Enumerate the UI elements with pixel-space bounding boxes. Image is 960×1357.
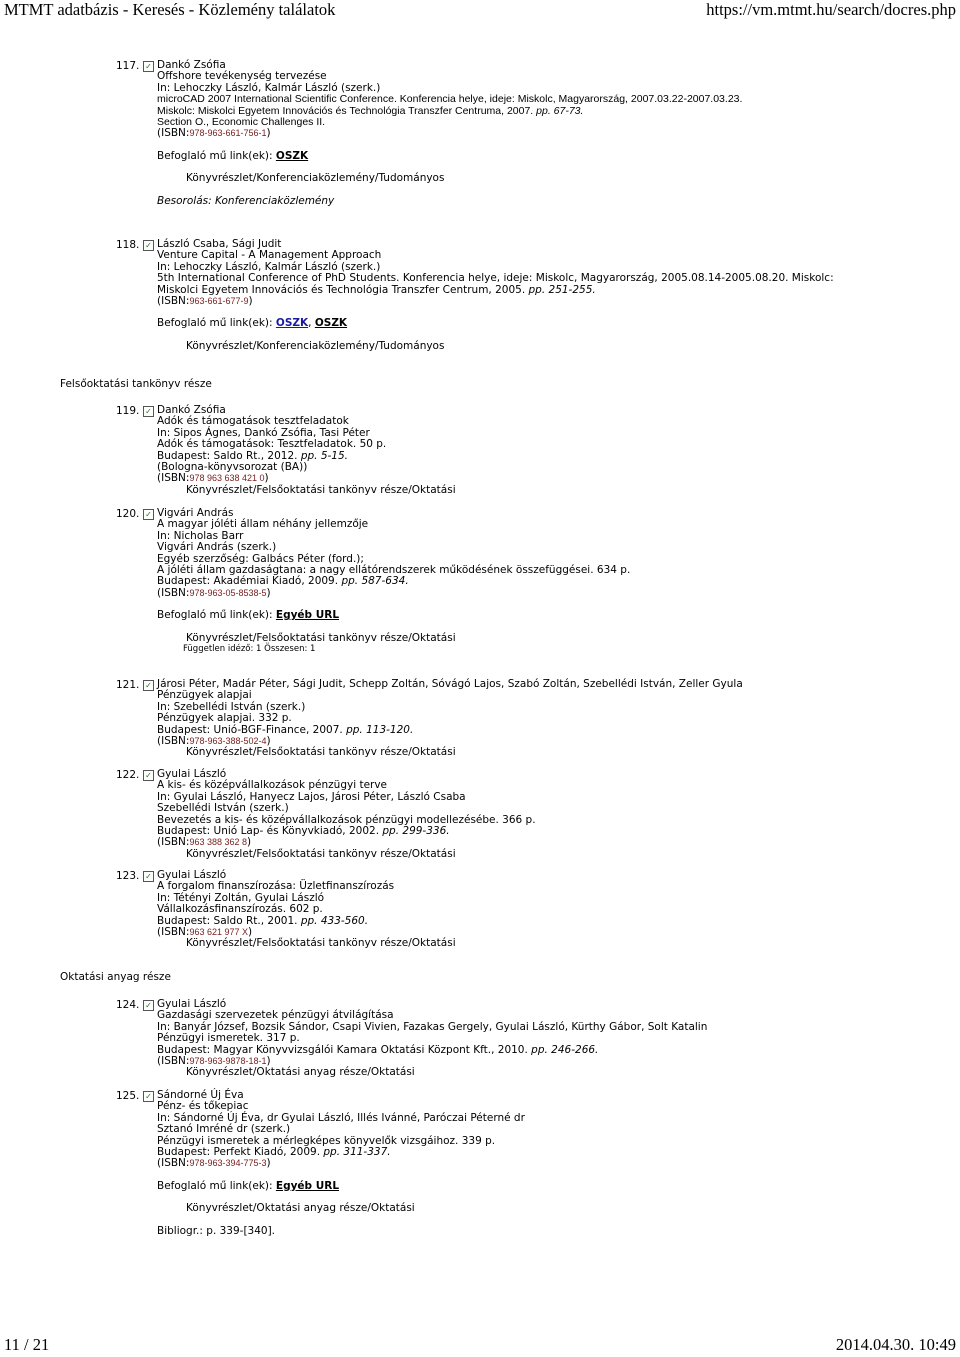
category: Könyvrészlet/Felsőoktatási tankönyv része/Oktatási (186, 847, 456, 860)
checkbox-icon[interactable]: ✓ (143, 61, 154, 72)
pages: pp. 67-73. (536, 104, 584, 117)
book: Vállalkozásfinanszírozás. 602 p. (157, 903, 323, 916)
entry-number: 121. (116, 679, 140, 691)
pages: pp. 587-634. (341, 575, 409, 588)
entry-number: 123. (116, 870, 140, 882)
link-label: Befoglaló mű link(ek): (157, 149, 273, 162)
authors: Gyulai László (157, 869, 227, 881)
oszk-link[interactable]: OSZK (275, 149, 309, 162)
pages: pp. 299-336. (382, 825, 450, 838)
isbn: 978 963 638 421 0 (189, 473, 265, 484)
publication-entry: 117. ✓ Dankó Zsófia Offshore tevékenység tervezése In: Lehoczky László, Kalmár László (szerk.) microCAD 2007 International Scientific Conference. Konferencia helye, ideje: Miskolc, Magyarország, 2007.03.22-2007.03.23. Miskolc: Miskolci Egyetem Innovációs és Technológia Transzfer Centruma, 2007. pp. 67-73. Section O., Economic Challenges II. (ISBN:978-963-661-756-1) Befoglaló mű link(ek): OSZK Könyvrészlet/Konferenciaközlemény/Tudományos Besorolás: Konferenciaközlemény (116, 60, 936, 207)
authors: Járosi Péter, Madár Péter, Sági Judit, Schepp Zoltán, Sóvágó Lajos, Szabó Zoltán, Szebellédi István, Zeller Gyula (157, 678, 743, 690)
page-url: https://vm.mtmt.hu/search/docres.php (706, 0, 956, 19)
publisher: Budapest: Saldo Rt., 2001. (157, 914, 298, 927)
editors: Vigvári András (szerk.) (157, 541, 277, 554)
publication-entry: 119. ✓ Dankó Zsófia Adók és támogatások tesztfeladatok In: Sipos Ágnes, Dankó Zsófia, Tasi Péter Adók és támogatások: Tesztfeladatok. 50 p. Budapest: Saldo Rt., 2012. pp. 5-15. (Bologna-könyvsorozat (BA)) (ISBN:978 963 638 421 0) Könyvrészlet/Felsőoktatási tankönyv része/Oktatási (116, 405, 936, 496)
entry-number: 124. (116, 999, 140, 1011)
link-label: Befoglaló mű link(ek): (157, 1179, 273, 1192)
category: Könyvrészlet/Felsőoktatási tankönyv része/Oktatási (186, 937, 456, 950)
isbn: 978-963-9878-18-1 (189, 1056, 267, 1067)
series: (Bologna-könyvsorozat (BA)) (157, 461, 308, 474)
pages: pp. 5-15. (300, 449, 349, 462)
pages: pp. 311-337. (323, 1146, 391, 1159)
in-author: In: Nicholas Barr (157, 529, 244, 542)
page-footer (0, 1335, 960, 1357)
category: Könyvrészlet/Oktatási anyag része/Oktatási (186, 1066, 415, 1079)
authors: Vigvári András (157, 507, 234, 519)
editors: In: Sipos Ágnes, Dankó Zsófia, Tasi Péter (157, 426, 370, 439)
book: A jóléti állam gazdaságtana: a nagy ellátórendszerek működésének összefüggései. 634 p. (157, 564, 631, 577)
page-title: MTMT adatbázis - Keresés - Közlemény találatok (4, 0, 336, 19)
bibliography: Bibliogr.: p. 339-[340]. (157, 1224, 276, 1237)
print-datetime: 2014.04.30. 10:49 (835, 1335, 956, 1354)
publisher: Miskolci Egyetem Innovációs és Technológia Transzfer Centrum, 2005. (157, 283, 526, 296)
publisher: Budapest: Perfekt Kiadó, 2009. (157, 1146, 321, 1159)
entry-number: 125. (116, 1090, 140, 1102)
checkbox-icon[interactable]: ✓ (143, 1091, 154, 1102)
in-authors: In: Tétényi Zoltán, Gyulai László (157, 891, 325, 904)
conference: 5th International Conference of PhD Students. Konferencia helye, ideje: Miskolc, Magyarország, 2005.08.14-2005.08.20. Miskolc: (157, 272, 834, 285)
publication-entry: 124. ✓ Gyulai László Gazdasági szervezetek pénzügyi átvilágítása In: Banyár József, Bozsik Sándor, Csapi Vivien, Fazakas Gergely, Gyulai László, Kürthy Gábor, Solt Katalin Pénzügyi ismeretek. 317 p. Budapest: Magyar Könyvvizsgálói Kamara Oktatási Központ Kft., 2010. pp. 246-266. (ISBN:978-963-9878-18-1) Könyvrészlet/Oktatási anyag része/Oktatási (116, 999, 936, 1079)
checkbox-icon[interactable]: ✓ (143, 680, 154, 691)
isbn: 963 388 362 8 (189, 837, 248, 848)
editors: Sztanó Imréné dr (szerk.) (157, 1123, 291, 1136)
link-label: Befoglaló mű link(ek): (157, 609, 273, 622)
title: Gazdasági szervezetek pénzügyi átvilágítása (157, 1009, 394, 1022)
publisher: Budapest: Akadémiai Kiadó, 2009. (157, 575, 339, 588)
book: Pénzügyek alapjai. 332 p. (157, 712, 292, 725)
publication-entry: 121. ✓ Járosi Péter, Madár Péter, Sági Judit, Schepp Zoltán, Sóvágó Lajos, Szabó Zoltán, Szebellédi István, Zeller Gyula Pénzügyek alapjai In: Szebellédi István (szerk.) Pénzügyek alapjai. 332 p. Budapest: Unió-BGF-Finance, 2007. pp. 113-120. (ISBN:978-963-388-502-4) Könyvrészlet/Felsőoktatási tankönyv része/Oktatási (116, 679, 936, 759)
title: Adók és támogatások tesztfeladatok (157, 415, 349, 428)
title: Pénzügyek alapjai (157, 689, 252, 702)
title: A kis- és középvállalkozások pénzügyi terve (157, 779, 388, 792)
pages: pp. 251-255. (528, 283, 596, 296)
publication-entry: 120. ✓ Vigvári András A magyar jóléti állam néhány jellemzője In: Nicholas Barr Vigvári András (szerk.) Egyéb szerzőség: Galbács Péter (ford.); A jóléti állam gazdaságtana: a nagy ellátórendszerek működésének összefüggései. 634 p. Budapest: Akadémiai Kiadó, 2009. pp. 587-634. (ISBN:978-963-05-8538-5) Befoglaló mű link(ek): Egyéb URL Könyvrészlet/Felsőoktatási tankönyv része/Oktatási Független idéző: 1 Összesen: 1 (116, 508, 936, 655)
publisher: Budapest: Unió Lap- és Könyvkiadó, 2002. (157, 825, 380, 838)
editors: Szebellédi István (szerk.) (157, 802, 289, 815)
entry-number: 117. (116, 60, 140, 72)
citation-count: Független idéző: 1 Összesen: 1 (183, 644, 316, 655)
publication-entry: 118. ✓ László Csaba, Sági Judit Venture Capital - A Management Approach In: Lehoczky László, Kalmár László (szerk.) 5th International Conference of PhD Students. Konferencia helye, ideje: Miskolc, Magyarország, 2005.08.14-2005.08.20. Miskolc: Miskolci Egyetem Innovációs és Technológia Transzfer Centrum, 2005. pp. 251-255. (ISBN:963-661-677-9) Befoglaló mű link(ek): OSZK, OSZK Könyvrészlet/Konferenciaközlemény/Tudományos (116, 239, 936, 352)
isbn: 978-963-05-8538-5 (189, 587, 267, 598)
isbn: 963 621 977 X (189, 927, 249, 938)
checkbox-icon[interactable]: ✓ (143, 240, 154, 251)
isbn: 978-963-388-502-4 (189, 736, 267, 747)
publisher: Budapest: Unió-BGF-Finance, 2007. (157, 723, 343, 736)
authors: Gyulai László (157, 998, 227, 1010)
entry-number: 120. (116, 508, 140, 520)
title: Offshore tevékenység tervezése (157, 70, 327, 83)
book: Pénzügyi ismeretek a mérlegképes könyvelők vizsgáihoz. 339 p. (157, 1134, 496, 1147)
publication-entry: 123. ✓ Gyulai László A forgalom finanszírozása: Üzletfinanszírozás In: Tétényi Zoltán, Gyulai László Vállalkozásfinanszírozás. 602 p. Budapest: Saldo Rt., 2001. pp. 433-560. (ISBN:963 621 977 X) Könyvrészlet/Felsőoktatási tankönyv része/Oktatási (116, 870, 936, 950)
conference: microCAD 2007 International Scientific Conference. Konferencia helye, ideje: Miskolc, Magyarország, 2007.03.22-2007.03.23. (157, 93, 743, 106)
book: Adók és támogatások: Tesztfeladatok. 50 p. (157, 438, 387, 451)
section-heading: Felsőoktatási tankönyv része (60, 378, 212, 390)
in-authors: In: Gyulai László, Hanyecz Lajos, Járosi Péter, László Csaba (157, 790, 466, 803)
publication-entry: 122. ✓ Gyulai László A kis- és középvállalkozások pénzügyi terve In: Gyulai László, Hanyecz Lajos, Járosi Péter, László Csaba Szebellédi István (szerk.) Bevezetés a kis- és középvállalkozások pénzügyi modellezésébe. 366 p. Budapest: Unió Lap- és Könyvkiadó, 2002. pp. 299-336. (ISBN:963 388 362 8) Könyvrészlet/Felsőoktatási tankönyv része/Oktatási (116, 769, 936, 860)
checkbox-icon[interactable]: ✓ (143, 871, 154, 882)
category: Könyvrészlet/Oktatási anyag része/Oktatási (186, 1202, 415, 1215)
entry-number: 122. (116, 769, 140, 781)
editors: In: Lehoczky László, Kalmár László (szerk.) (157, 260, 381, 273)
checkbox-icon[interactable]: ✓ (143, 770, 154, 781)
pages: pp. 246-266. (531, 1043, 599, 1056)
category: Könyvrészlet/Konferenciaközlemény/Tudományos (186, 339, 445, 352)
editors: In: Szebellédi István (szerk.) (157, 700, 306, 713)
checkbox-icon[interactable]: ✓ (143, 1000, 154, 1011)
isbn: 978-963-394-775-3 (189, 1158, 267, 1169)
section: Section O., Economic Challenges II. (157, 116, 326, 129)
checkbox-icon[interactable]: ✓ (143, 406, 154, 417)
in-authors: In: Sándorné Új Éva, dr Gyulai László, Illés Ivánné, Paróczai Péterné dr (157, 1111, 525, 1124)
page-number: 11 / 21 (4, 1335, 50, 1354)
publisher: Miskolc: Miskolci Egyetem Innovációs és Technológia Transzfer Centruma, 2007. (157, 104, 534, 117)
authors: Dankó Zsófia (157, 404, 226, 416)
entry-number: 118. (116, 239, 140, 251)
page-header (0, 0, 960, 22)
pages: pp. 113-120. (346, 723, 414, 736)
authors: László Csaba, Sági Judit (157, 238, 282, 250)
link-label: Befoglaló mű link(ek): (157, 317, 273, 330)
authors: Gyulai László (157, 768, 227, 780)
isbn: 963-661-677-9 (189, 296, 249, 307)
editors: In: Lehoczky László, Kalmár László (szerk.) (157, 81, 381, 94)
category: Könyvrészlet/Felsőoktatási tankönyv része/Oktatási (186, 483, 456, 496)
category: Könyvrészlet/Felsőoktatási tankönyv része/Oktatási (186, 746, 456, 759)
category: Könyvrészlet/Konferenciaközlemény/Tudományos (186, 172, 445, 185)
publisher: Budapest: Saldo Rt., 2012. (157, 449, 298, 462)
other-url-link[interactable]: Egyéb URL (275, 609, 340, 622)
title: A forgalom finanszírozása: Üzletfinanszírozás (157, 880, 395, 893)
publisher: Budapest: Magyar Könyvvizsgálói Kamara Oktatási Központ Kft., 2010. (157, 1043, 528, 1056)
category: Könyvrészlet/Felsőoktatási tankönyv része/Oktatási (186, 631, 456, 644)
title: Pénz- és tőkepiac (157, 1100, 249, 1113)
publication-entry: 125. ✓ Sándorné Új Éva Pénz- és tőkepiac In: Sándorné Új Éva, dr Gyulai László, Illés Ivánné, Paróczai Péterné dr Sztanó Imréné dr (szerk.) Pénzügyi ismeretek a mérlegképes könyvelők vizsgáihoz. 339 p. Budapest: Perfekt Kiadó, 2009. pp. 311-337. (ISBN:978-963-394-775-3) Befoglaló mű link(ek): Egyéb URL Könyvrészlet/Oktatási anyag része/Oktatási Bibliogr.: p. 339-[340]. (116, 1090, 936, 1237)
section-heading: Oktatási anyag része (60, 971, 171, 983)
oszk-link-2[interactable]: OSZK (314, 317, 348, 330)
authors: Sándorné Új Éva (157, 1089, 244, 1101)
other-url-link[interactable]: Egyéb URL (275, 1179, 340, 1192)
in-authors: In: Banyár József, Bozsik Sándor, Csapi Vivien, Fazakas Gergely, Gyulai László, Kürthy Gábor, Solt Katalin (157, 1020, 708, 1033)
authors: Dankó Zsófia (157, 59, 226, 71)
isbn: 978-963-661-756-1 (189, 128, 267, 139)
checkbox-icon[interactable]: ✓ (143, 509, 154, 520)
pages: pp. 433-560. (300, 914, 369, 927)
entry-number: 119. (116, 405, 140, 417)
title: A magyar jóléti állam néhány jellemzője (157, 518, 369, 531)
other-authorship: Egyéb szerzőség: Galbács Péter (ford.); (157, 552, 364, 565)
classification: Besorolás: Konferenciaközlemény (157, 194, 335, 207)
title: Venture Capital - A Management Approach (157, 249, 382, 262)
oszk-link[interactable]: OSZK (275, 317, 309, 330)
book: Pénzügyi ismeretek. 317 p. (157, 1032, 300, 1045)
book: Bevezetés a kis- és középvállalkozások pénzügyi modellezésébe. 366 p. (157, 813, 536, 826)
